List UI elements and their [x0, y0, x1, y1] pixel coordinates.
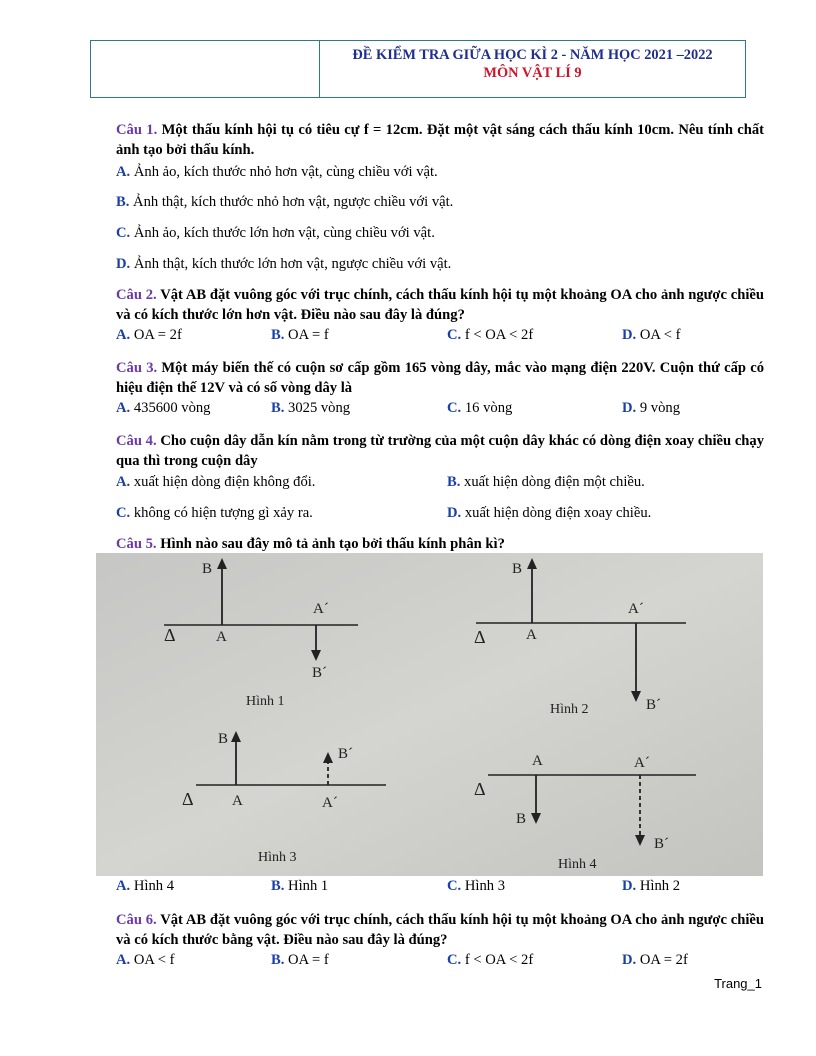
question-text: Hình nào sau đây mô tả ảnh tạo bởi thấu kính phân kì?	[160, 536, 505, 552]
label-b: B	[202, 561, 213, 577]
label-a-prime: A´	[628, 601, 644, 617]
q1-option-c[interactable]: C. Ảnh ảo, kích thước lớn hơn vật, cùng chiều với vật.	[116, 225, 435, 241]
axis-symbol: Δ	[182, 789, 194, 809]
q5-option-b[interactable]: B. Hình 1	[271, 878, 329, 894]
q2-option-a[interactable]: A. OA = 2f	[116, 327, 182, 343]
q6-option-c[interactable]: C. f < OA < 2f	[447, 952, 534, 968]
label-b: B	[512, 561, 523, 577]
figure-background	[96, 553, 763, 876]
caption-hinh-2: Hình 2	[550, 702, 589, 717]
label-a-prime: A´	[634, 755, 650, 771]
q4-option-d[interactable]: D. xuất hiện dòng điện xoay chiều.	[447, 505, 652, 521]
q5-option-a[interactable]: A. Hình 4	[116, 878, 174, 894]
label-b-prime: B´	[646, 697, 661, 713]
q2-option-c[interactable]: C. f < OA < 2f	[447, 327, 534, 343]
label-a-prime: A´	[313, 601, 329, 617]
q4-option-a[interactable]: A. xuất hiện dòng điện không đổi.	[116, 474, 316, 490]
lens-figure	[96, 553, 763, 876]
q5-option-d[interactable]: D. Hình 2	[622, 878, 680, 894]
question-number: Câu 2.	[116, 287, 157, 303]
question-text: Vật AB đặt vuông góc với trục chính, cách thấu kính hội tụ một khoảng OA cho ảnh ngược chiều và có kích thước lớn hơn vật. Điều nào sau đây là đúng?	[116, 287, 764, 323]
label-b: B	[218, 731, 229, 747]
label-a: A	[526, 627, 537, 643]
question-1	[116, 120, 764, 160]
q3-option-a[interactable]: A. 435600 vòng	[116, 400, 211, 416]
q3-option-c[interactable]: C. 16 vòng	[447, 400, 513, 416]
question-number: Câu 5.	[116, 536, 157, 552]
header-box	[90, 40, 746, 98]
q3-option-d[interactable]: D. 9 vòng	[622, 400, 680, 416]
caption-hinh-3: Hình 3	[258, 850, 297, 865]
q5-option-c[interactable]: C. Hình 3	[447, 878, 505, 894]
caption-hinh-1: Hình 1	[246, 694, 285, 709]
subject-title: MÔN VẬT LÍ 9	[483, 65, 582, 81]
header-right-cell	[320, 41, 745, 97]
q6-option-d[interactable]: D. OA = 2f	[622, 952, 688, 968]
question-5	[116, 534, 764, 554]
question-2	[116, 285, 764, 325]
axis-symbol: Δ	[474, 779, 486, 799]
q1-option-b[interactable]: B. Ảnh thật, kích thước nhỏ hơn vật, ngược chiều với vật.	[116, 194, 454, 210]
question-number: Câu 3.	[116, 360, 158, 376]
question-text: Một thấu kính hội tụ có tiêu cự f = 12cm. Đặt một vật sáng cách thấu kính 10cm. Nêu tính chất ảnh tạo bởi thấu kính.	[116, 122, 765, 158]
label-a: A	[532, 753, 543, 769]
header-left-cell	[91, 41, 320, 97]
question-number: Câu 6.	[116, 912, 157, 928]
question-3	[116, 358, 764, 398]
q2-option-b[interactable]: B. OA = f	[271, 327, 329, 343]
lens-diagrams	[96, 553, 763, 876]
label-a: A	[232, 793, 243, 809]
q4-option-c[interactable]: C. không có hiện tượng gì xảy ra.	[116, 505, 313, 521]
q6-option-a[interactable]: A. OA < f	[116, 952, 175, 968]
q3-option-b[interactable]: B. 3025 vòng	[271, 400, 351, 416]
question-text: Một máy biến thế có cuộn sơ cấp gồm 165 vòng dây, mắc vào mạng điện 220V. Cuộn thứ cấp có hiệu điện thế 12V và có số vòng dây là	[116, 360, 764, 396]
question-number: Câu 4.	[116, 433, 157, 449]
q6-option-b[interactable]: B. OA = f	[271, 952, 329, 968]
label-b-prime: B´	[338, 746, 353, 762]
question-4	[116, 431, 764, 471]
q1-option-a[interactable]: A. Ảnh ảo, kích thước nhỏ hơn vật, cùng chiều với vật.	[116, 164, 438, 180]
question-number: Câu 1.	[116, 122, 158, 138]
label-b-prime: B´	[312, 665, 327, 681]
label-a-prime: A´	[322, 795, 338, 811]
axis-symbol: Δ	[474, 627, 486, 647]
page-number: Trang_1	[714, 976, 762, 991]
axis-symbol: Δ	[164, 625, 176, 645]
label-b: B	[516, 811, 527, 827]
label-b-prime: B´	[654, 836, 669, 852]
question-text: Vật AB đặt vuông góc với trục chính, cách thấu kính hội tụ một khoảng OA cho ảnh ngược chiều và có kích thước bằng vật. Điều nào sau đây là đúng?	[116, 912, 764, 948]
q2-option-d[interactable]: D. OA < f	[622, 327, 681, 343]
q4-option-b[interactable]: B. xuất hiện dòng điện một chiều.	[447, 474, 645, 490]
label-a: A	[216, 629, 227, 645]
q1-option-d[interactable]: D. Ảnh thật, kích thước lớn hơn vật, ngược chiều với vật.	[116, 256, 452, 272]
question-text: Cho cuộn dây dẫn kín nằm trong từ trường của một cuộn dây khác có dòng điện xoay chiều chạy qua thì trong cuộn dây	[116, 433, 765, 469]
caption-hinh-4: Hình 4	[558, 857, 597, 872]
question-6	[116, 910, 764, 950]
exam-title: ĐỀ KIỂM TRA GIỮA HỌC KÌ 2 - NĂM HỌC 2021 –2022	[352, 47, 713, 63]
